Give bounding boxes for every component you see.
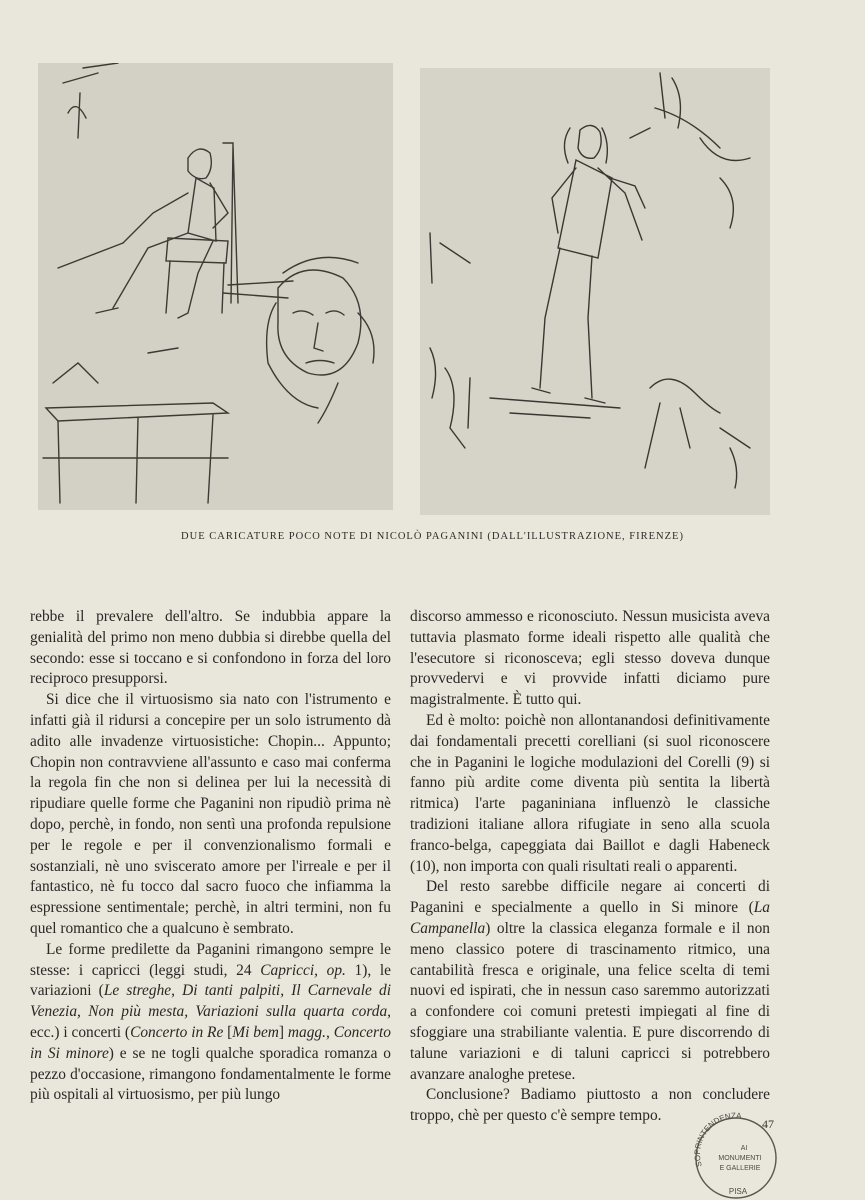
paragraph — [30, 940, 391, 1106]
text-run: 1), le variazioni ( — [30, 961, 391, 1000]
text-column-left — [30, 607, 391, 1106]
work-title: Mi bem — [232, 1023, 279, 1041]
work-title: Capricci, op. — [260, 961, 346, 979]
text-run: ] — [278, 1023, 288, 1041]
stamp-line: MONUMENTI — [718, 1155, 762, 1162]
text-run: Le forme predilette da Paganini rimangono sempre le stesse: i capricci (leggi studi, 24 — [30, 940, 391, 979]
caricature-right-drawing — [420, 68, 770, 515]
text-run: ecc.) i concerti ( — [30, 1023, 131, 1041]
figure-caption: DUE CARICATURE POCO NOTE DI NICOLÒ PAGANINI (DALL'ILLUSTRAZIONE, FIRENZE) — [181, 531, 684, 542]
text-column-right — [410, 607, 770, 1127]
caricature-left-illustration — [38, 63, 393, 510]
work-title: Le streghe, Di tanti palpiti, Il Carnevale di Venezia, Non più mesta, Variazioni sulla quarta corda, — [30, 982, 391, 1021]
stamp-ring-text: SOPRINTENDENZA — [692, 1111, 742, 1168]
text-run: ) e se ne togli qualche sporadica romanza o pezzo d'occasione, rimangono fondamentalmente le forme più ospitali al virtuosismo, per più lungo — [30, 1044, 391, 1104]
caricature-right-illustration — [420, 68, 770, 515]
stamp-line: PISA — [728, 1187, 748, 1196]
text-run: ) oltre la classica eleganza formale e il non meno classico potere di trascinamento ritmico, una cantabilità fresca e originale, una felice scelta di temi nuovi ed ispirati, che in nessun caso saremmo autorizzati a confondere coi comuni pretesti impiegati al fine di sfoggiare una strabiliante valentia. E pure discorrendo di talune variazioni e di taluni capricci si potrebbero avanzare analoghe pretese. — [410, 919, 770, 1083]
paragraph: Si dice che il virtuosismo sia nato con l'istrumento e infatti già il ridursi a concepire per un solo istrumento dà adito alle invadenze virtuosistiche: Chopin... Appunto; Chopin non contravviene all'assunto e caso mai conferma la regola fin che non si delinea per lui la necessità di ripudiare quelle forme che Paganini non ripudiò prima nè dopo, perchè, in fondo, non sentì una profonda repulsione per le regole e per il convenzionalismo formali e sostanziali, nè uno sviscerato amore per l'irreale e per il fantastico, nè fu tocco dal sacro fuoco che infiamma la espressione sentimentale; perchè, in altri termini, non fu quel romantico che a qualcuno è sembrato. — [30, 691, 391, 937]
paragraph: discorso ammesso e riconosciuto. Nessun musicista aveva tuttavia plasmato forme ideali rispetto alle qualità che l'esecutore si riconosceva; egli stesso doveva dunque provvedervi e vi provvide infatti diciamo pure magistralmente. È tutto qui. — [410, 608, 770, 709]
stamp-line: E GALLERIE — [719, 1165, 761, 1172]
work-title: magg., Concerto in Si minore — [30, 1023, 391, 1062]
paragraph: Conclusione? Badiamo piuttosto a non concludere troppo, chè per questo c'è sempre tempo. — [410, 1086, 770, 1125]
library-stamp — [688, 1108, 784, 1200]
paragraph: Ed è molto: poichè non allontanandosi definitivamente dai fondamentali precetti corelliani (si suol riconoscere che in Paganini le logiche modulazioni del Corelli (9) si fanno più ardite come diventa più sentita la libertà ritmica) l'arte paganiniana influenzò le classiche tradizioni italiane allora rifugiate in seno alla scuola franco-belga, capeggiata dai Baillot e dagli Habeneck (10), non importa con quali risultati reali o apparenti. — [410, 711, 770, 875]
stamp-line: AI — [740, 1145, 748, 1152]
text-run: [ — [223, 1023, 233, 1041]
caricature-left-drawing — [38, 63, 393, 510]
paragraph: rebbe il prevalere dell'altro. Se indubbia appare la genialità del primo non meno dubbia si direbbe quella del secondo: esse si toccano e si confondono in forza del loro reciproco presupporsi. — [30, 608, 391, 688]
page-number: 47 — [762, 1117, 774, 1131]
paragraph — [410, 877, 770, 1085]
work-title: Concerto in Re — [130, 1023, 224, 1041]
work-title: La Campanella — [410, 899, 770, 937]
text-run: Del resto sarebbe difficile negare ai concerti di Paganini e specialmente a quello in Si minore ( — [410, 878, 770, 917]
